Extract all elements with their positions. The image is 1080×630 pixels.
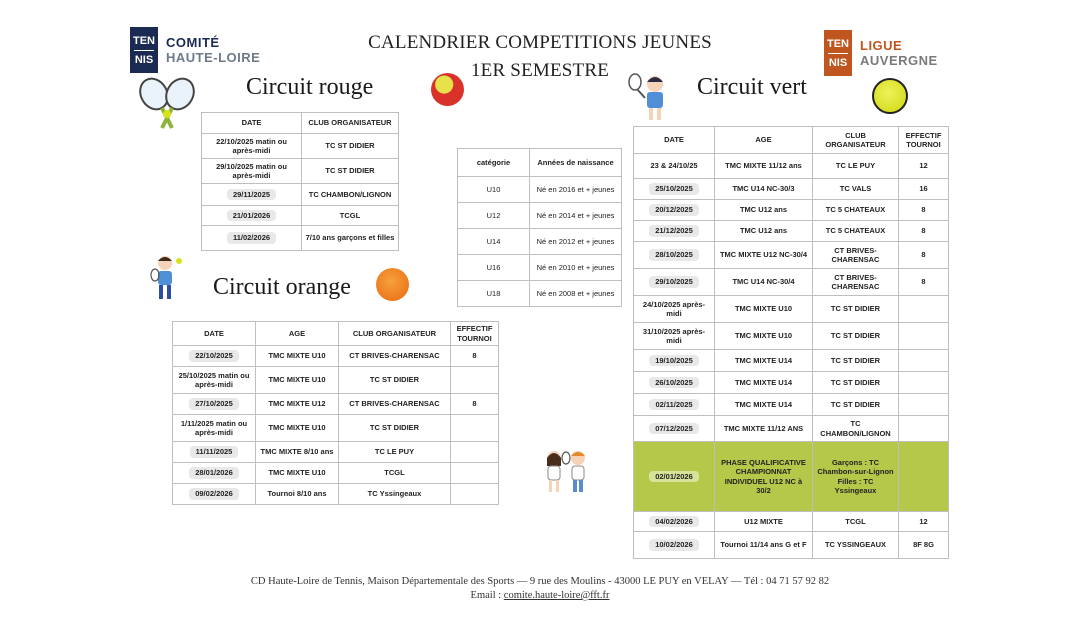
table-row xyxy=(458,281,622,307)
birth-year-cell: Né en 2012 et + jeunes xyxy=(530,229,622,255)
column-header: catégorie xyxy=(458,149,530,177)
date-cell: 04/02/2026 xyxy=(634,512,715,532)
club-cell: TC ST DIDIER xyxy=(813,296,899,323)
age-cell: TMC MIXTE U10 xyxy=(715,296,813,323)
table-row xyxy=(458,203,622,229)
effectif-cell xyxy=(899,350,949,372)
column-header: AGE xyxy=(715,127,813,154)
column-header: EFFECTIF TOURNOI xyxy=(899,127,949,154)
club-cell: TC LE PUY xyxy=(813,154,899,179)
age-cell: Tournoi 11/14 ans G et F xyxy=(715,532,813,559)
date-cell: 1/11/2025 matin ou après-midi xyxy=(173,415,256,442)
date-cell: 21/01/2026 xyxy=(202,206,302,226)
club-cell: TC VALS xyxy=(813,179,899,200)
club-cell: CT BRIVES-CHARENSAC xyxy=(813,269,899,296)
age-cell: TMC U14 NC-30/4 xyxy=(715,269,813,296)
table-row xyxy=(202,184,399,206)
effectif-cell xyxy=(899,416,949,442)
table-row xyxy=(634,296,949,323)
effectif-cell xyxy=(451,415,499,442)
club-cell: TC ST DIDIER xyxy=(813,394,899,416)
column-header: DATE xyxy=(173,322,256,346)
date-cell: 31/10/2025 après-midi xyxy=(634,323,715,350)
footer-email-line xyxy=(0,590,1080,601)
tennis-logo-mark: TEN NIS xyxy=(130,27,158,73)
table-row xyxy=(634,221,949,242)
table-row xyxy=(173,463,499,484)
age-cell: U12 MIXTE xyxy=(715,512,813,532)
age-cell: TMC MIXTE U14 xyxy=(715,394,813,416)
circuit-orange-title: Circuit orange xyxy=(213,274,351,300)
effectif-cell xyxy=(899,442,949,512)
club-cell: TC ST DIDIER xyxy=(339,367,451,394)
effectif-cell xyxy=(899,394,949,416)
birth-year-cell: Né en 2016 et + jeunes xyxy=(530,177,622,203)
date-cell: 02/01/2026 xyxy=(634,442,715,512)
category-cell: U10 xyxy=(458,177,530,203)
date-cell: 11/11/2025 xyxy=(173,442,256,463)
circuit-rouge-table xyxy=(201,112,399,251)
logo-line2: AUVERGNE xyxy=(860,53,938,68)
age-cell: TMC MIXTE 11/12 ANS xyxy=(715,416,813,442)
orange-ball-icon xyxy=(376,268,409,301)
boy-tennis-player-icon xyxy=(149,253,185,305)
age-cell: TMC MIXTE 11/12 ans xyxy=(715,154,813,179)
effectif-cell: 8 xyxy=(899,242,949,269)
table-row xyxy=(634,394,949,416)
effectif-cell: 8 xyxy=(899,200,949,221)
date-cell: 27/10/2025 xyxy=(173,394,256,415)
club-cell: TCGL xyxy=(302,206,399,226)
club-cell: CT BRIVES-CHARENSAC xyxy=(813,242,899,269)
age-cell: Tournoi 8/10 ans xyxy=(256,484,339,505)
email-label: Email : xyxy=(470,590,504,601)
age-cell: TMC MIXTE U12 xyxy=(256,394,339,415)
table-row xyxy=(634,532,949,559)
effectif-cell: 16 xyxy=(899,179,949,200)
effectif-cell xyxy=(451,367,499,394)
birth-year-cell: Né en 2008 et + jeunes xyxy=(530,281,622,307)
circuit-orange-table xyxy=(172,321,499,505)
table-row xyxy=(458,255,622,281)
category-cell: U18 xyxy=(458,281,530,307)
girl-tennis-player-icon xyxy=(627,72,675,124)
date-cell: 24/10/2025 après-midi xyxy=(634,296,715,323)
effectif-cell: 8F 8G xyxy=(899,532,949,559)
kids-tennis-players-icon xyxy=(540,448,592,496)
birth-year-cell: Né en 2014 et + jeunes xyxy=(530,203,622,229)
age-cell: TMC MIXTE 8/10 ans xyxy=(256,442,339,463)
tennis-logo-mark: TEN NIS xyxy=(824,30,852,76)
date-cell: 02/11/2025 xyxy=(634,394,715,416)
date-cell: 28/10/2025 xyxy=(634,242,715,269)
red-ball-icon xyxy=(431,73,464,106)
category-cell: U16 xyxy=(458,255,530,281)
column-header: CLUB ORGANISATEUR xyxy=(813,127,899,154)
date-cell: 29/10/2025 xyxy=(634,269,715,296)
table-row xyxy=(634,323,949,350)
table-row xyxy=(634,442,949,512)
age-cell: PHASE QUALIFICATIVE CHAMPIONNAT INDIVIDUEL U12 NC à 30/2 xyxy=(715,442,813,512)
effectif-cell xyxy=(451,484,499,505)
date-cell: 28/01/2026 xyxy=(173,463,256,484)
age-cell: TMC MIXTE U10 xyxy=(256,463,339,484)
age-cell: TMC MIXTE U12 NC-30/4 xyxy=(715,242,813,269)
categories-table xyxy=(457,148,622,307)
club-cell: TC ST DIDIER xyxy=(302,134,399,159)
column-header: Années de naissance xyxy=(530,149,622,177)
table-row xyxy=(173,367,499,394)
comite-haute-loire-logo xyxy=(130,27,260,73)
date-cell: 29/11/2025 xyxy=(202,184,302,206)
date-cell: 22/10/2025 matin ou après-midi xyxy=(202,134,302,159)
email-link[interactable]: comite.haute-loire@fft.fr xyxy=(503,590,610,601)
table-row xyxy=(634,179,949,200)
date-cell: 26/10/2025 xyxy=(634,372,715,394)
column-header: DATE xyxy=(634,127,715,154)
table-row xyxy=(173,484,499,505)
age-cell: TMC MIXTE U10 xyxy=(256,415,339,442)
column-header: AGE xyxy=(256,322,339,346)
date-cell: 29/10/2025 matin ou après-midi xyxy=(202,159,302,184)
birth-year-cell: Né en 2010 et + jeunes xyxy=(530,255,622,281)
age-cell: TMC U12 ans xyxy=(715,221,813,242)
club-cell: CT BRIVES-CHARENSAC xyxy=(339,346,451,367)
club-cell: TC ST DIDIER xyxy=(813,372,899,394)
date-cell: 09/02/2026 xyxy=(173,484,256,505)
club-cell: TC LE PUY xyxy=(339,442,451,463)
club-cell: TC ST DIDIER xyxy=(813,350,899,372)
effectif-cell: 12 xyxy=(899,512,949,532)
effectif-cell: 12 xyxy=(899,154,949,179)
effectif-cell: 8 xyxy=(451,394,499,415)
category-cell: U14 xyxy=(458,229,530,255)
circuit-vert-title: Circuit vert xyxy=(697,74,807,100)
column-header: CLUB ORGANISATEUR xyxy=(302,113,399,134)
column-header: EFFECTIF TOURNOI xyxy=(451,322,499,346)
date-cell: 22/10/2025 xyxy=(173,346,256,367)
age-cell: TMC U12 ans xyxy=(715,200,813,221)
circuit-vert-table xyxy=(633,126,949,559)
effectif-cell: 8 xyxy=(899,269,949,296)
table-row xyxy=(202,134,399,159)
age-cell: TMC MIXTE U14 xyxy=(715,372,813,394)
column-header: DATE xyxy=(202,113,302,134)
page-title: CALENDRIER COMPETITIONS JEUNES xyxy=(368,32,712,53)
club-cell: TC YSSINGEAUX xyxy=(813,532,899,559)
table-row xyxy=(634,350,949,372)
club-cell: Garçons : TC Chambon-sur-Lignon Filles : TC Yssingeaux xyxy=(813,442,899,512)
table-row xyxy=(634,372,949,394)
table-row xyxy=(458,229,622,255)
club-cell: TC CHAMBON/LIGNON xyxy=(813,416,899,442)
club-cell: TC Yssingeaux xyxy=(339,484,451,505)
age-cell: TMC MIXTE U10 xyxy=(256,367,339,394)
age-cell: TMC MIXTE U14 xyxy=(715,350,813,372)
effectif-cell: 8 xyxy=(451,346,499,367)
age-cell: TMC MIXTE U10 xyxy=(715,323,813,350)
club-cell: TC 5 CHATEAUX xyxy=(813,200,899,221)
table-row xyxy=(173,394,499,415)
date-cell: 25/10/2025 matin ou après-midi xyxy=(173,367,256,394)
club-cell: TC ST DIDIER xyxy=(302,159,399,184)
date-cell: 11/02/2026 xyxy=(202,226,302,251)
effectif-cell xyxy=(899,372,949,394)
table-row xyxy=(634,512,949,532)
table-row xyxy=(634,200,949,221)
club-cell: TCGL xyxy=(813,512,899,532)
circuit-rouge-title: Circuit rouge xyxy=(246,74,374,100)
date-cell: 25/10/2025 xyxy=(634,179,715,200)
club-cell: TC ST DIDIER xyxy=(339,415,451,442)
table-row xyxy=(202,226,399,251)
table-row xyxy=(634,416,949,442)
table-row xyxy=(634,269,949,296)
footer-address: CD Haute-Loire de Tennis, Maison Départementale des Sports — 9 rue des Moulins - 43000 LE PUY en VELAY — Tél : 04 71 57 92 82 xyxy=(250,576,830,587)
table-row xyxy=(173,442,499,463)
effectif-cell xyxy=(899,323,949,350)
logo-line2: HAUTE-LOIRE xyxy=(166,50,261,65)
effectif-cell xyxy=(451,463,499,484)
age-cell: TMC U14 NC-30/3 xyxy=(715,179,813,200)
date-cell: 19/10/2025 xyxy=(634,350,715,372)
category-cell: U12 xyxy=(458,203,530,229)
column-header: CLUB ORGANISATEUR xyxy=(339,322,451,346)
club-cell: TC CHAMBON/LIGNON xyxy=(302,184,399,206)
age-cell: TMC MIXTE U10 xyxy=(256,346,339,367)
green-ball-icon xyxy=(872,78,908,114)
effectif-cell: 8 xyxy=(899,221,949,242)
club-cell: TC ST DIDIER xyxy=(813,323,899,350)
tennis-rackets-icon xyxy=(134,76,200,132)
table-row xyxy=(202,206,399,226)
date-cell: 10/02/2026 xyxy=(634,532,715,559)
club-cell: CT BRIVES-CHARENSAC xyxy=(339,394,451,415)
table-row xyxy=(458,177,622,203)
logo-line1: LIGUE xyxy=(860,38,903,53)
table-row xyxy=(634,242,949,269)
table-row xyxy=(173,415,499,442)
date-cell: 21/12/2025 xyxy=(634,221,715,242)
logo-line1: COMITÉ xyxy=(166,35,220,50)
table-row xyxy=(202,159,399,184)
date-cell: 20/12/2025 xyxy=(634,200,715,221)
ligue-auvergne-logo xyxy=(824,30,938,76)
table-row xyxy=(634,154,949,179)
club-cell: TCGL xyxy=(339,463,451,484)
page-subtitle: 1ER SEMESTRE xyxy=(470,60,610,81)
club-cell: TC 5 CHATEAUX xyxy=(813,221,899,242)
club-cell: 7/10 ans garçons et filles xyxy=(302,226,399,251)
effectif-cell xyxy=(451,442,499,463)
effectif-cell xyxy=(899,296,949,323)
table-row xyxy=(173,346,499,367)
date-cell: 23 & 24/10/25 xyxy=(634,154,715,179)
date-cell: 07/12/2025 xyxy=(634,416,715,442)
